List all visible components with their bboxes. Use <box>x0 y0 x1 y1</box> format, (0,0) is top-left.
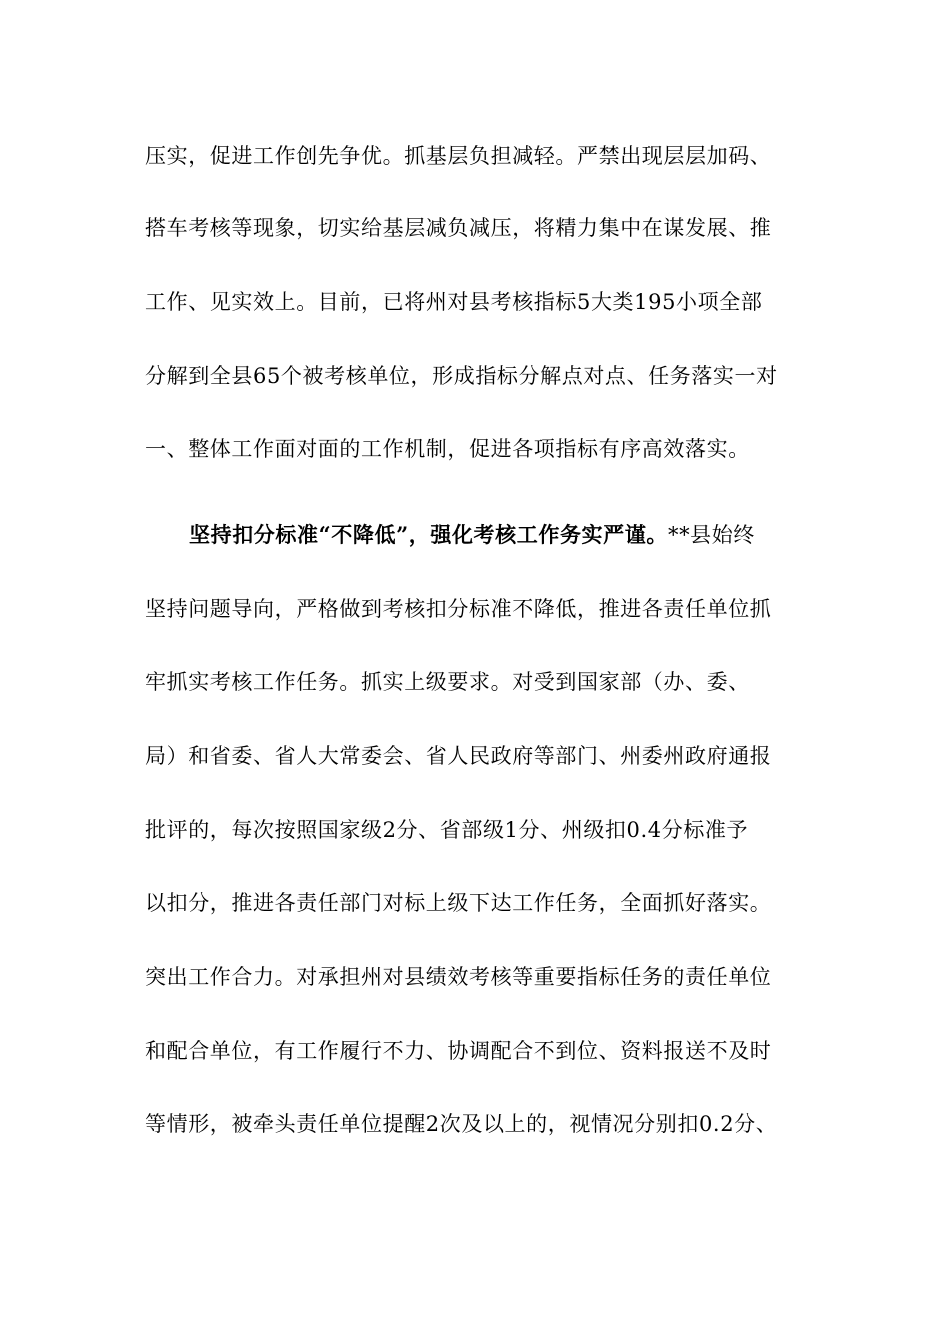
paragraph2-line-8: 和配合单位，有工作履行不力、协调配合不到位、资料报送不及时 <box>145 1039 772 1063</box>
paragraph1-line-2: 搭车考核等现象，切实给基层减负减压，将精力集中在谋发展、推 <box>145 216 772 240</box>
paragraph2-heading: 坚持扣分标准“不降低”，强化考核工作务实严谨。 <box>189 522 668 547</box>
paragraph1-line-5: 一、整体工作面对面的工作机制，促进各项指标有序高效落实。 <box>145 437 750 461</box>
paragraph2-first-line-rest: **县始终 <box>667 523 755 547</box>
paragraph2-line-5: 批评的，每次按照国家级2分、省部级1分、州级扣0.4分标准予 <box>145 818 749 842</box>
paragraph1-line-1: 压实，促进工作创先争优。抓基层负担减轻。严禁出现层层加码、 <box>145 144 772 168</box>
paragraph2-line-3: 牢抓实考核工作任务。抓实上级要求。对受到国家部（办、委、 <box>145 670 750 694</box>
paragraph1-line-4: 分解到全县65个被考核单位，形成指标分解点对点、任务落实一对 <box>145 364 778 388</box>
paragraph1-line-3: 工作、见实效上。目前，已将州对县考核指标5大类195小项全部 <box>145 290 763 314</box>
paragraph2-line-9: 等情形，被牵头责任单位提醒2次及以上的，视情况分别扣0.2分、 <box>145 1112 778 1136</box>
paragraph2-line-6: 以扣分，推进各责任部门对标上级下达工作任务，全面抓好落实。 <box>145 891 772 915</box>
paragraph2-line-2: 坚持问题导向，严格做到考核扣分标准不降低，推进各责任单位抓 <box>145 597 772 621</box>
paragraph2-line-4: 局）和省委、省人大常委会、省人民政府等部门、州委州政府通报 <box>145 744 772 768</box>
paragraph2-first-line <box>189 520 849 550</box>
paragraph2-line-7: 突出工作合力。对承担州对县绩效考核等重要指标任务的责任单位 <box>145 965 772 989</box>
